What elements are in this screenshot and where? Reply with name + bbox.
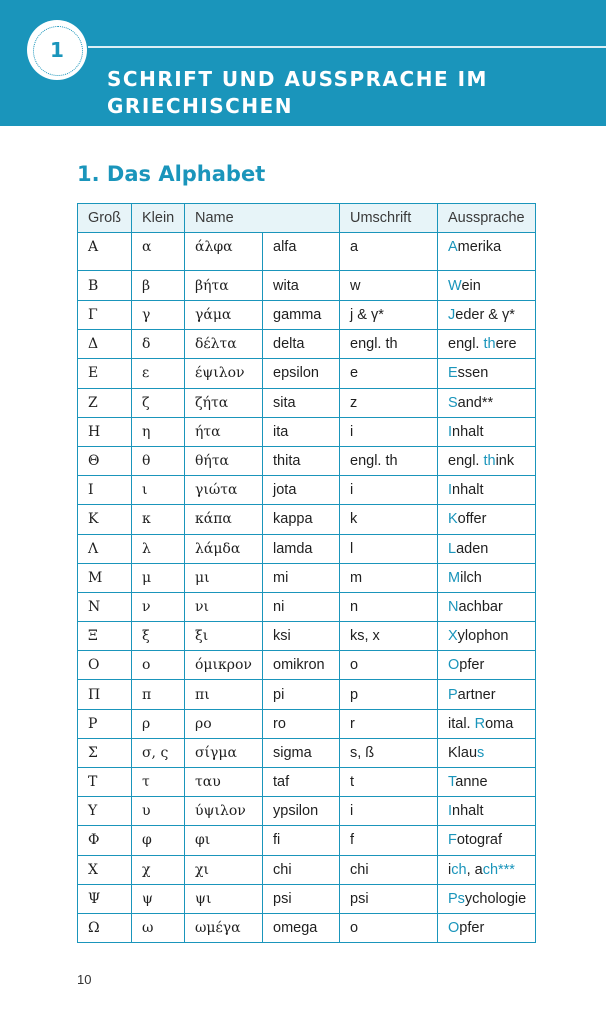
table-header-row [78,204,536,233]
aussprache-highlight: th [483,453,496,470]
cell-name-greek: μι [185,563,263,592]
cell-umschrift: e [340,359,438,388]
cell-name-greek: νι [185,592,263,621]
table-row [78,826,536,855]
cell-aussprache [438,738,536,767]
cell-aussprache [438,768,536,797]
cell-klein: υ [132,797,185,826]
aussprache-text: otograf [456,832,503,849]
cell-klein: λ [132,534,185,563]
cell-aussprache [438,301,536,330]
aussprache-text: nhalt [452,482,484,499]
cell-name-greek: σίγμα [185,738,263,767]
cell-gross: Ζ [78,388,132,417]
cell-klein: ν [132,592,185,621]
aussprache-highlight: K [448,511,458,528]
aussprache-text: engl. [448,453,484,470]
cell-umschrift: f [340,826,438,855]
aussprache-text: offer [457,511,487,528]
cell-klein: φ [132,826,185,855]
aussprache-highlight: s [477,744,485,761]
aussprache-text: nhalt [452,423,484,440]
aussprache-highlight: L [448,540,457,557]
table-row [78,233,536,271]
table-row [78,884,536,913]
aussprache-text: ere [495,336,517,353]
table-row [78,592,536,621]
cell-aussprache [438,884,536,913]
aussprache-text: ital. [448,715,475,732]
table-row [78,476,536,505]
cell-name-latin: ro [263,709,340,738]
table-row [78,738,536,767]
cell-name-latin: ni [263,592,340,621]
cell-aussprache [438,563,536,592]
table-row [78,709,536,738]
aussprache-highlight: E [448,365,458,382]
cell-gross: Θ [78,446,132,475]
aussprache-text: artner [457,686,496,703]
aussprache-highlight: J [448,307,456,324]
cell-aussprache [438,476,536,505]
aussprache-text: i [448,861,452,878]
aussprache-text: ssen [457,365,489,382]
chapter-title-line-1: SCHRIFT UND AUSSPRACHE IM [107,67,488,91]
cell-umschrift: s, ß [340,738,438,767]
cell-name-greek: άλφα [185,233,263,271]
cell-name-greek: ψι [185,884,263,913]
cell-name-greek: όμικρον [185,651,263,680]
aussprache-highlight: N [448,598,459,615]
cell-klein: γ [132,301,185,330]
header-aussprache: Aussprache [438,204,536,233]
cell-aussprache [438,592,536,621]
cell-gross: Α [78,233,132,271]
table-row [78,622,536,651]
table-body [78,233,536,943]
cell-umschrift: t [340,768,438,797]
table-row [78,388,536,417]
table-row [78,446,536,475]
cell-aussprache [438,826,536,855]
aussprache-highlight: R [474,715,486,732]
cell-klein: ξ [132,622,185,651]
cell-umschrift: i [340,476,438,505]
aussprache-text: ilch [460,569,482,586]
cell-aussprache [438,913,536,942]
cell-gross: Η [78,417,132,446]
cell-name-greek: χι [185,855,263,884]
section-title: 1. Das Alphabet [77,162,266,186]
aussprache-text: pfer [459,920,485,937]
cell-name-latin: delta [263,330,340,359]
aussprache-highlight: O [448,920,460,937]
cell-klein: δ [132,330,185,359]
cell-name-latin: ksi [263,622,340,651]
cell-klein: μ [132,563,185,592]
cell-aussprache [438,446,536,475]
aussprache-highlight: W [448,277,462,294]
cell-umschrift: o [340,913,438,942]
table-row [78,651,536,680]
header-umschrift: Umschrift [340,204,438,233]
cell-klein: τ [132,768,185,797]
table-row [78,359,536,388]
aussprache-text: ychologie [464,890,527,907]
aussprache-text: aden [456,540,489,557]
cell-aussprache [438,534,536,563]
aussprache-highlight: S [448,394,458,411]
cell-name-latin: kappa [263,505,340,534]
cell-aussprache [438,417,536,446]
cell-umschrift: i [340,417,438,446]
aussprache-text: ylophon [457,628,509,645]
aussprache-text: engl. [448,336,484,353]
cell-klein: ζ [132,388,185,417]
cell-aussprache [438,233,536,271]
chapter-header-band [0,0,606,126]
cell-gross: Υ [78,797,132,826]
cell-name-greek: ρο [185,709,263,738]
cell-name-greek: γάμα [185,301,263,330]
cell-gross: Σ [78,738,132,767]
cell-aussprache [438,709,536,738]
cell-name-latin: omega [263,913,340,942]
cell-gross: Δ [78,330,132,359]
cell-umschrift: psi [340,884,438,913]
cell-gross: Φ [78,826,132,855]
cell-name-latin: sita [263,388,340,417]
cell-umschrift: j & γ* [340,301,438,330]
cell-name-greek: θήτα [185,446,263,475]
cell-aussprache [438,271,536,301]
aussprache-text: and** [457,394,494,411]
cell-name-latin: pi [263,680,340,709]
chapter-title-line-2: GRIECHISCHEN [107,94,293,118]
cell-name-greek: γιώτα [185,476,263,505]
aussprache-text: pfer [459,657,485,674]
aussprache-highlight: T [448,774,456,791]
aussprache-text: eder & γ* [455,307,515,324]
table-row [78,855,536,884]
cell-klein: σ, ς [132,738,185,767]
cell-name-latin: wita [263,271,340,301]
aussprache-highlight: M [448,569,461,586]
cell-name-greek: ύψιλον [185,797,263,826]
cell-name-greek: βήτα [185,271,263,301]
cell-umschrift: k [340,505,438,534]
cell-umschrift: i [340,797,438,826]
cell-aussprache [438,388,536,417]
table-row [78,301,536,330]
aussprache-highlight: Ps [448,890,465,907]
cell-name-greek: κάπα [185,505,263,534]
cell-gross: Λ [78,534,132,563]
cell-umschrift: engl. th [340,446,438,475]
cell-aussprache [438,651,536,680]
cell-klein: ψ [132,884,185,913]
aussprache-highlight: A [448,239,458,255]
cell-name-latin: taf [263,768,340,797]
cell-name-latin: thita [263,446,340,475]
cell-gross: Ω [78,913,132,942]
cell-name-greek: ταυ [185,768,263,797]
table-row [78,330,536,359]
cell-aussprache [438,505,536,534]
cell-aussprache [438,622,536,651]
cell-klein: β [132,271,185,301]
cell-klein: ι [132,476,185,505]
cell-name-latin: lamda [263,534,340,563]
cell-umschrift: ks, x [340,622,438,651]
header-gross: Groß [78,204,132,233]
cell-aussprache [438,680,536,709]
cell-name-latin: psi [263,884,340,913]
page-number: 10 [77,972,92,987]
cell-name-greek: ζήτα [185,388,263,417]
table-row [78,271,536,301]
cell-name-latin: fi [263,826,340,855]
aussprache-highlight: I [448,803,453,820]
cell-umschrift: z [340,388,438,417]
cell-klein: α [132,233,185,271]
cell-gross: Γ [78,301,132,330]
table-row [78,534,536,563]
aussprache-text: anne [455,774,488,791]
cell-aussprache [438,855,536,884]
aussprache-text: oma [485,715,514,732]
table-row [78,680,536,709]
cell-name-greek: φι [185,826,263,855]
cell-name-greek: λάμδα [185,534,263,563]
cell-name-latin: sigma [263,738,340,767]
cell-klein: ρ [132,709,185,738]
cell-umschrift: m [340,563,438,592]
cell-aussprache [438,797,536,826]
cell-gross: Ν [78,592,132,621]
cell-name-greek: πι [185,680,263,709]
cell-name-latin: alfa [263,233,340,271]
chapter-title [107,66,577,120]
cell-name-greek: ωμέγα [185,913,263,942]
header-name: Name [185,204,340,233]
alphabet-table [77,203,536,943]
aussprache-highlight: I [448,423,453,440]
cell-klein: χ [132,855,185,884]
aussprache-text: nhalt [452,803,484,820]
cell-gross: Π [78,680,132,709]
cell-name-latin: jota [263,476,340,505]
aussprache-text: Klau [448,744,478,761]
cell-name-greek: ήτα [185,417,263,446]
aussprache-highlight: ch*** [482,861,515,878]
aussprache-text: , a [466,861,483,878]
cell-name-greek: δέλτα [185,330,263,359]
aussprache-highlight: P [448,686,458,703]
cell-aussprache [438,359,536,388]
cell-umschrift: l [340,534,438,563]
aussprache-highlight: ch [451,861,467,878]
cell-name-latin: chi [263,855,340,884]
table-row [78,768,536,797]
aussprache-highlight: O [448,657,460,674]
cell-name-latin: mi [263,563,340,592]
cell-gross: Μ [78,563,132,592]
cell-gross: Ε [78,359,132,388]
aussprache-highlight: th [483,336,496,353]
cell-gross: Ψ [78,884,132,913]
cell-klein: ω [132,913,185,942]
cell-gross: Β [78,271,132,301]
cell-gross: Ι [78,476,132,505]
aussprache-highlight: I [448,482,453,499]
cell-gross: Ο [78,651,132,680]
cell-name-latin: omikron [263,651,340,680]
cell-gross: Χ [78,855,132,884]
cell-klein: π [132,680,185,709]
aussprache-highlight: X [448,628,458,645]
cell-gross: Ξ [78,622,132,651]
chapter-number: 1 [50,38,64,62]
aussprache-text: ein [461,277,481,294]
aussprache-text: achbar [458,598,503,615]
cell-umschrift: chi [340,855,438,884]
cell-umschrift: a [340,233,438,271]
cell-umschrift: o [340,651,438,680]
table-row [78,417,536,446]
cell-umschrift: w [340,271,438,301]
cell-name-greek: έψιλον [185,359,263,388]
cell-klein: θ [132,446,185,475]
cell-klein: ο [132,651,185,680]
cell-name-greek: ξι [185,622,263,651]
cell-name-latin: epsilon [263,359,340,388]
cell-klein: κ [132,505,185,534]
table-row [78,797,536,826]
table-row [78,913,536,942]
aussprache-text: ink [495,453,515,470]
cell-gross: Κ [78,505,132,534]
cell-gross: Ρ [78,709,132,738]
table-row [78,563,536,592]
table-row [78,505,536,534]
header-klein: Klein [132,204,185,233]
cell-umschrift: p [340,680,438,709]
cell-name-latin: ita [263,417,340,446]
cell-name-latin: ypsilon [263,797,340,826]
cell-name-latin: gamma [263,301,340,330]
cell-klein: ε [132,359,185,388]
cell-umschrift: r [340,709,438,738]
cell-klein: η [132,417,185,446]
chapter-number-badge [27,20,87,80]
cell-aussprache [438,330,536,359]
aussprache-text: merika [457,239,502,255]
cell-umschrift: engl. th [340,330,438,359]
header-divider-line [88,46,606,48]
aussprache-highlight: F [448,832,457,849]
cell-gross: Τ [78,768,132,797]
cell-umschrift: n [340,592,438,621]
